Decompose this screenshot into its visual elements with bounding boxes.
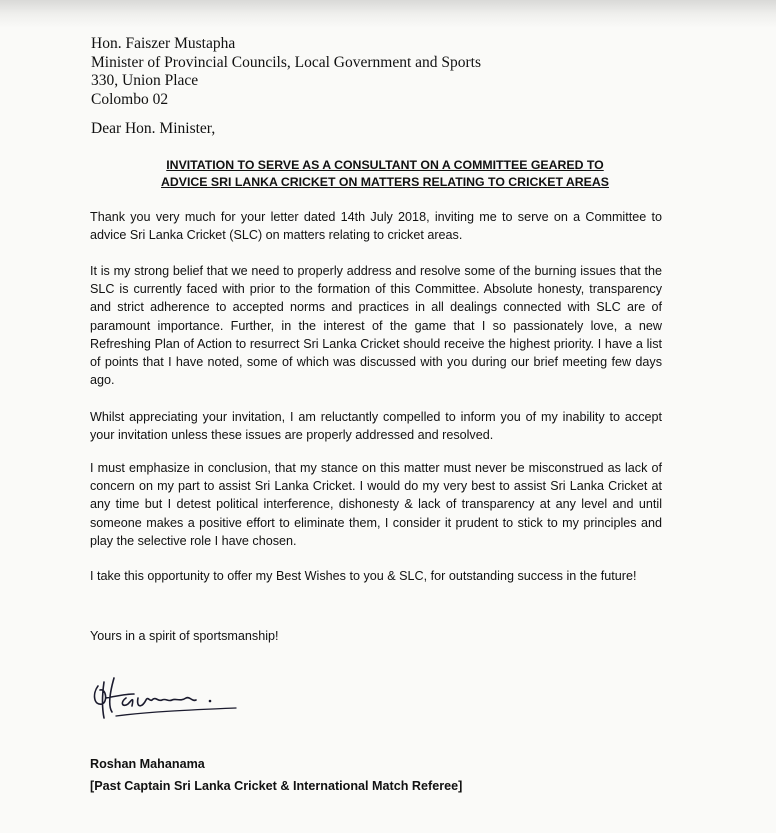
handwritten-signature bbox=[86, 668, 246, 728]
signer-designation: [Past Captain Sri Lanka Cricket & International Match Referee] bbox=[90, 779, 463, 793]
paragraph-4: I must emphasize in conclusion, that my stance on this matter must never be misconstrued as lack of concern on my part to assist Sri Lanka Cricket. I would do my very best to assist Sri Lanka Cricket at any time but I detest political interference, dishonesty & lack of transparency at any level and until someone makes a positive effort to eliminate them, I consider it prudent to stick to my principles and play the selective role I have chosen. bbox=[90, 461, 662, 548]
recipient-name: Hon. Faiszer Mustapha bbox=[91, 35, 236, 52]
paragraph-1: Thank you very much for your letter dated 14th July 2018, inviting me to serve on a Committee to advice Sri Lanka Cricket (SLC) on matters relating to cricket areas. bbox=[90, 210, 662, 243]
signer-block bbox=[90, 753, 462, 797]
recipient-title: Minister of Provincial Councils, Local Government and Sports bbox=[91, 53, 482, 71]
signer-name: Roshan Mahanama bbox=[90, 757, 205, 771]
closing-line: Yours in a spirit of sportsmanship! bbox=[90, 629, 279, 643]
paragraph-5: I take this opportunity to offer my Best Wishes to you & SLC, for outstanding success in the future! bbox=[90, 569, 637, 583]
recipient-street: 330, Union Place bbox=[91, 72, 199, 89]
subject-line-2: ADVICE SRI LANKA CRICKET ON MATTERS RELATING TO CRICKET AREAS bbox=[161, 175, 609, 189]
recipient-city: Colombo 02 bbox=[91, 90, 169, 108]
subject-line-1: INVITATION TO SERVE AS A CONSULTANT ON A COMMITTEE GEARED TO bbox=[166, 158, 604, 172]
salutation: Dear Hon. Minister, bbox=[91, 120, 216, 137]
paragraph-3: Whilst appreciating your invitation, I am reluctantly compelled to inform you of my inability to accept your invitation unless these issues are properly addressed and resolved. bbox=[90, 410, 662, 443]
paragraph-2: It is my strong belief that we need to properly address and resolve some of the burning issues that the SLC is currently faced with prior to the formation of this Committee. Absolute honesty, transparency and strict adherence to accepted norms and practices in all dealings connected with SLC are of paramount importance. Further, in the interest of the game that I so passionately love, a new Refreshing Plan of Action to resurrect Sri Lanka Cricket should receive the highest priority. I have a list of points that I have noted, some of which was discussed with you during our brief meeting few days ago. bbox=[90, 264, 662, 388]
recipient-address bbox=[91, 35, 691, 109]
subject-heading bbox=[90, 157, 680, 191]
